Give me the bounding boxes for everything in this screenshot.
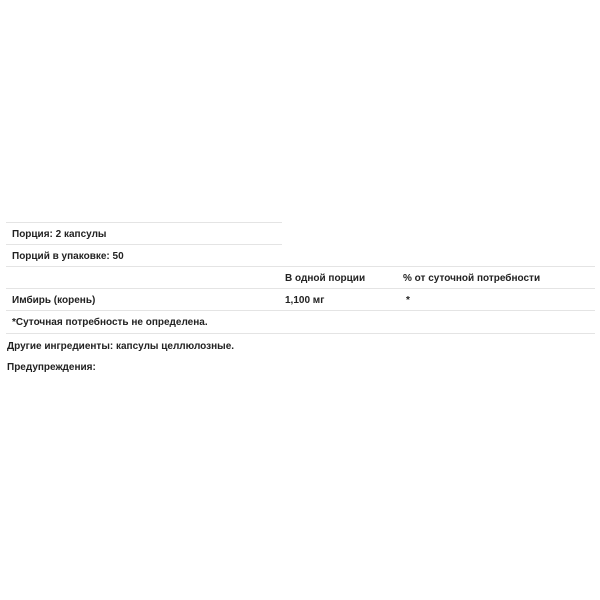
- ingredient-daily-value: *: [406, 295, 410, 306]
- servings-per-container-row: [6, 244, 282, 266]
- warnings-heading: Предупреждения:: [7, 362, 96, 373]
- footnote-row: [6, 310, 595, 334]
- amount-per-serving-header: В одной порции: [285, 273, 366, 284]
- table-row: [6, 288, 595, 310]
- serving-size-row: [6, 222, 282, 244]
- supplement-facts-table: [6, 222, 595, 334]
- serving-size-text: Порция: 2 капсулы: [12, 229, 107, 240]
- servings-per-container-text: Порций в упаковке: 50: [12, 251, 124, 262]
- other-ingredients-text: Другие ингредиенты: капсулы целлюлозные.: [7, 341, 235, 352]
- table-header-row: [6, 266, 595, 288]
- daily-value-footnote: *Суточная потребность не определена.: [12, 317, 208, 328]
- daily-value-header: % от суточной потребности: [403, 273, 541, 284]
- ingredient-name: Имбирь (корень): [12, 295, 96, 306]
- ingredient-amount: 1,100 мг: [285, 295, 325, 306]
